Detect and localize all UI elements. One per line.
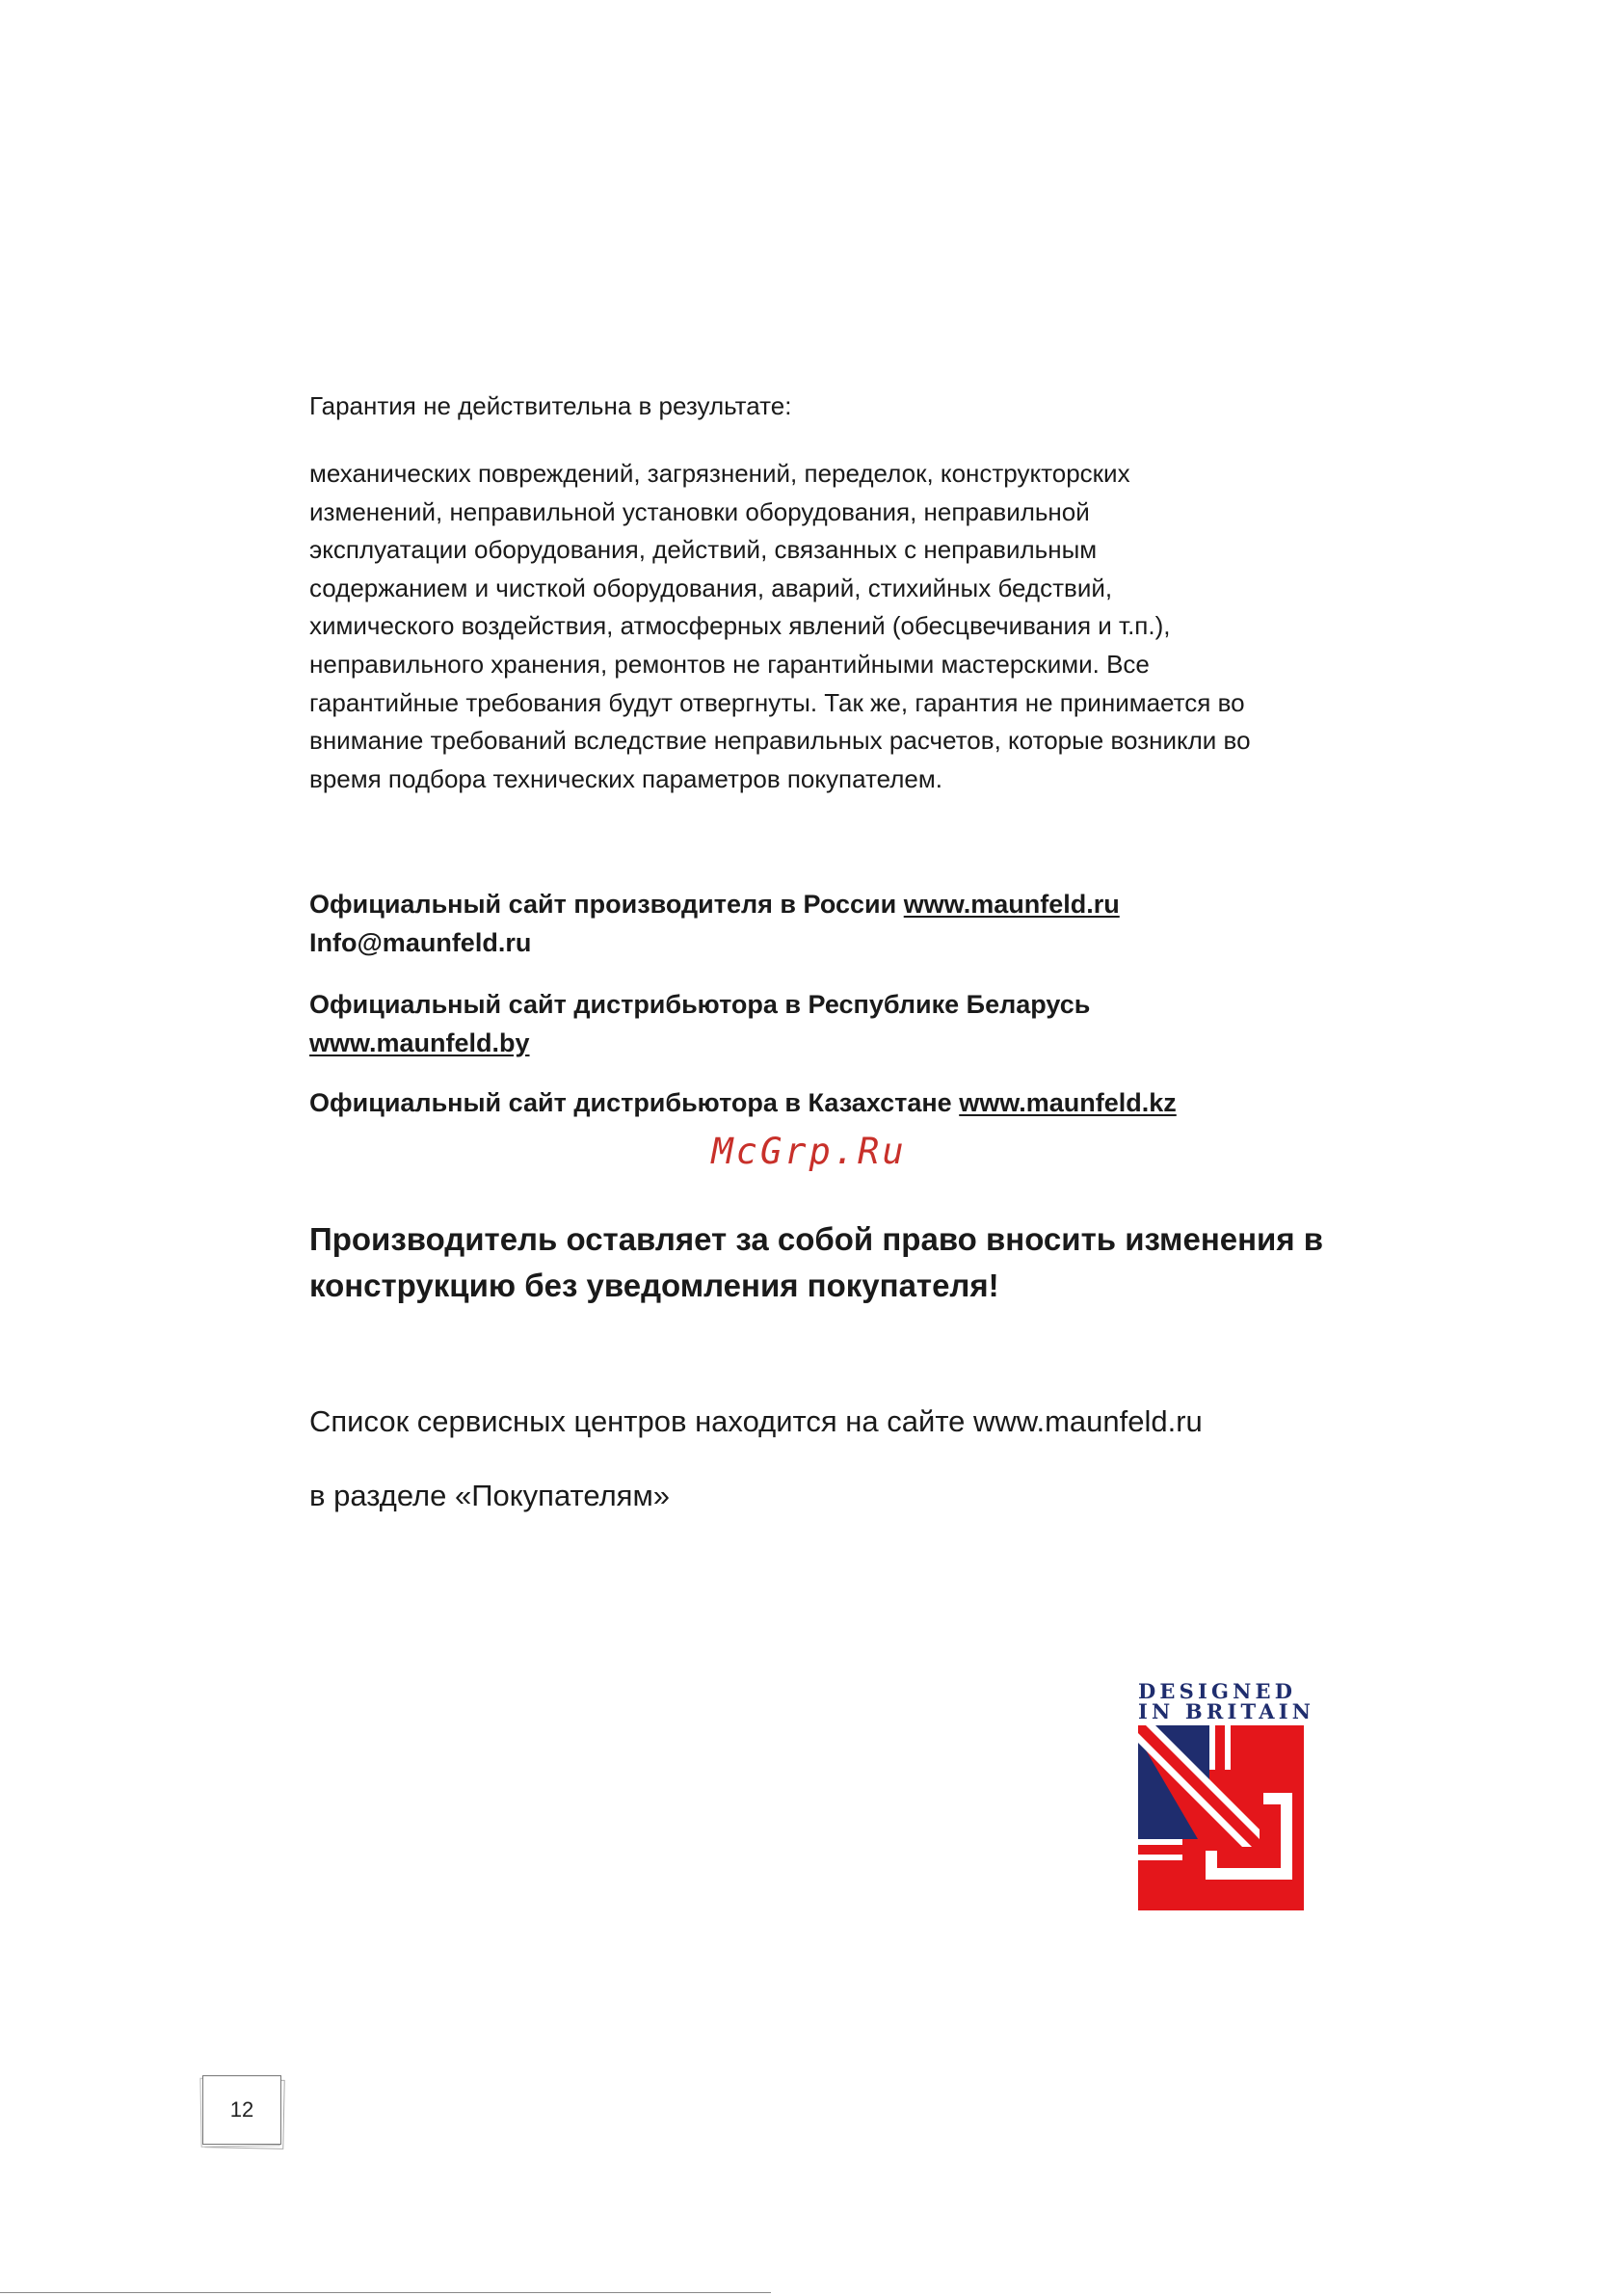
paragraph-line: эксплуатации оборудования, действий, связанных с неправильным	[309, 535, 1098, 565]
paragraph-line: изменений, неправильной установки оборудования, неправильной	[309, 496, 1090, 526]
notice-line: Производитель оставляет за собой право вносить изменения в	[309, 1221, 1324, 1257]
paragraph-line: неправильного хранения, ремонтов не гарантийными мастерскими. Все	[309, 649, 1150, 679]
warranty-exclusions-paragraph	[309, 455, 1331, 798]
warranty-intro: Гарантия не действительна в результате:	[309, 391, 792, 420]
belarus-site-label: Официальный сайт дистрибьютора в Республике Беларусь	[309, 990, 1091, 1019]
russia-site-link[interactable]: www.maunfeld.ru	[903, 890, 1120, 919]
logo-text-line1: DESIGNED	[1138, 1679, 1297, 1703]
watermark: McGrp.Ru	[711, 1131, 907, 1172]
notice-line: конструкцию без уведомления покупателя!	[309, 1268, 999, 1303]
kazakhstan-site-label: Официальный сайт дистрибьютора в Казахстане	[309, 1088, 952, 1117]
kazakhstan-site-link[interactable]: www.maunfeld.kz	[959, 1088, 1177, 1117]
footer-divider	[0, 2292, 771, 2293]
kazakhstan-site-block	[309, 1083, 1331, 1122]
paragraph-line: содержанием и чисткой оборудования, аварий, стихийных бедствий,	[309, 573, 1113, 602]
logo-text-line2: IN BRITAIN	[1138, 1699, 1315, 1723]
service-centers-line: Список сервисных центров находится на сайте www.maunfeld.ru	[309, 1404, 1203, 1438]
belarus-site-block	[309, 985, 1331, 1062]
paragraph-line: гарантийные требования будут отвергнуты. Так же, гарантия не принимается во	[309, 687, 1245, 717]
paragraph-line: химического воздействия, атмосферных явлений (обесцвечивания и т.п.),	[309, 611, 1171, 641]
russia-site-block	[309, 885, 1331, 962]
service-centers-section-line: в разделе «Покупателям»	[309, 1479, 670, 1512]
designed-in-britain-logo	[1138, 1679, 1315, 1910]
belarus-site-link[interactable]: www.maunfeld.by	[309, 1028, 530, 1057]
union-jack-arrow-icon	[1138, 1725, 1304, 1910]
page-number: 12	[229, 2097, 254, 2122]
paragraph-line: механических повреждений, загрязнений, переделок, конструкторских	[309, 459, 1130, 488]
paragraph-line: внимание требований вследствие неправильных расчетов, которые возникли во	[309, 726, 1251, 756]
page-number-box	[202, 2075, 281, 2145]
russia-site-label: Официальный сайт производителя в России	[309, 890, 897, 919]
paragraph-line: время подбора технических параметров покупателем.	[309, 763, 942, 793]
manufacturer-notice	[309, 1216, 1350, 1309]
russia-email[interactable]: Info@maunfeld.ru	[309, 928, 532, 957]
